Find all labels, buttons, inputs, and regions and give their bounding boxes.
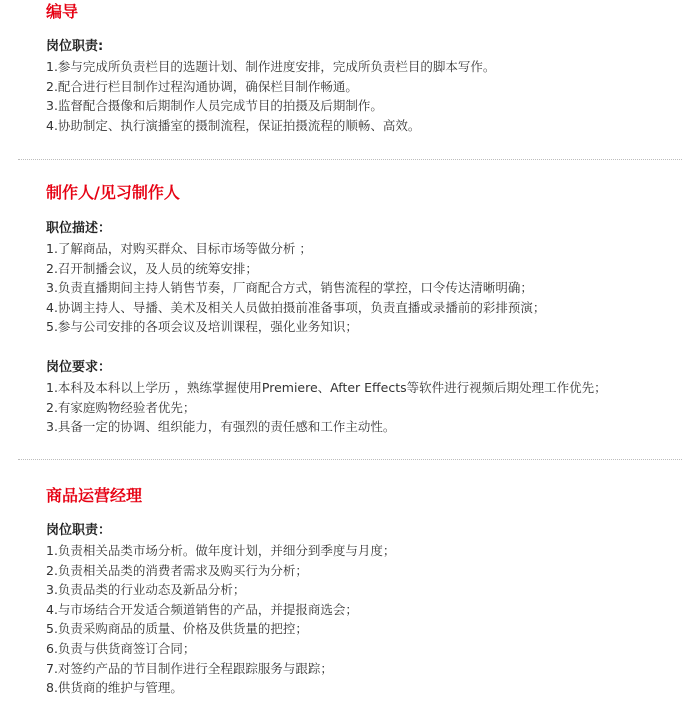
list-item: 3.负责直播期间主持人销售节奏，厂商配合方式，销售流程的掌控，口令传达清晰明确； [46, 280, 533, 296]
job-title-director: 编导 [46, 2, 79, 21]
list-item: 3.具备一定的协调、组织能力，有强烈的责任感和工作主动性。 [46, 419, 396, 435]
list-item: 3.监督配合摄像和后期制作人员完成节目的拍摄及后期制作。 [46, 98, 383, 114]
list-item: 5.负责采购商品的质量、价格及供货量的把控； [46, 621, 308, 637]
list-item: 2.有家庭购物经验者优先； [46, 399, 196, 415]
list-item: 4.与市场结合开发适合频道销售的产品，并提报商选会； [46, 601, 358, 617]
block-heading: 职位描述： [46, 221, 112, 236]
list-item: 3.负责品类的行业动态及新品分析； [46, 582, 246, 598]
list-item: 2.负责相关品类的消费者需求及购买行为分析； [46, 562, 308, 578]
list-item: 1.本科及本科以上学历 ，熟练掌握使用Premiere、After Effects等软件进行视频后期处理工作优先； [46, 380, 607, 395]
list-item: 7.对签约产品的节目制作进行全程跟踪服务与跟踪； [46, 660, 333, 676]
block-heading: 岗位要求： [46, 360, 112, 375]
list-item: 2.配合进行栏目制作过程沟通协调，确保栏目制作畅通。 [46, 78, 358, 94]
section-divider [18, 159, 682, 160]
requirements-block [46, 358, 686, 437]
list-item: 1.参与完成所负责栏目的选题计划、制作进度安排，完成所负责栏目的脚本写作。 [46, 59, 496, 74]
list-item: 1.了解商品，对购买群众、目标市场等做分析 ； [46, 241, 312, 256]
block-heading: 岗位职责: [46, 39, 104, 54]
responsibilities-block [46, 37, 686, 135]
job-title-product-operations-manager: 商品运营经理 [46, 486, 143, 505]
description-block [46, 219, 686, 337]
section-divider [18, 459, 682, 460]
list-item: 5.参与公司安排的各项会议及培训课程，强化业务知识； [46, 319, 358, 335]
list-item: 4.协调主持人、导播、美术及相关人员做拍摄前准备事项，负责直播或录播前的彩排预演； [46, 299, 546, 315]
job-title-producer: 制作人/见习制作人 [46, 183, 180, 202]
list-item: 1.负责相关品类市场分析。做年度计划，并细分到季度与月度； [46, 543, 396, 558]
list-item: 8.供货商的维护与管理。 [46, 680, 183, 696]
list-item: 6.负责与供货商签订合同； [46, 640, 196, 656]
list-item: 2.召开制播会议，及人员的统筹安排； [46, 260, 258, 276]
block-heading: 岗位职责： [46, 523, 112, 538]
list-item: 4.协助制定、执行演播室的摄制流程，保证拍摄流程的顺畅、高效。 [46, 117, 421, 133]
responsibilities-block [46, 521, 686, 698]
